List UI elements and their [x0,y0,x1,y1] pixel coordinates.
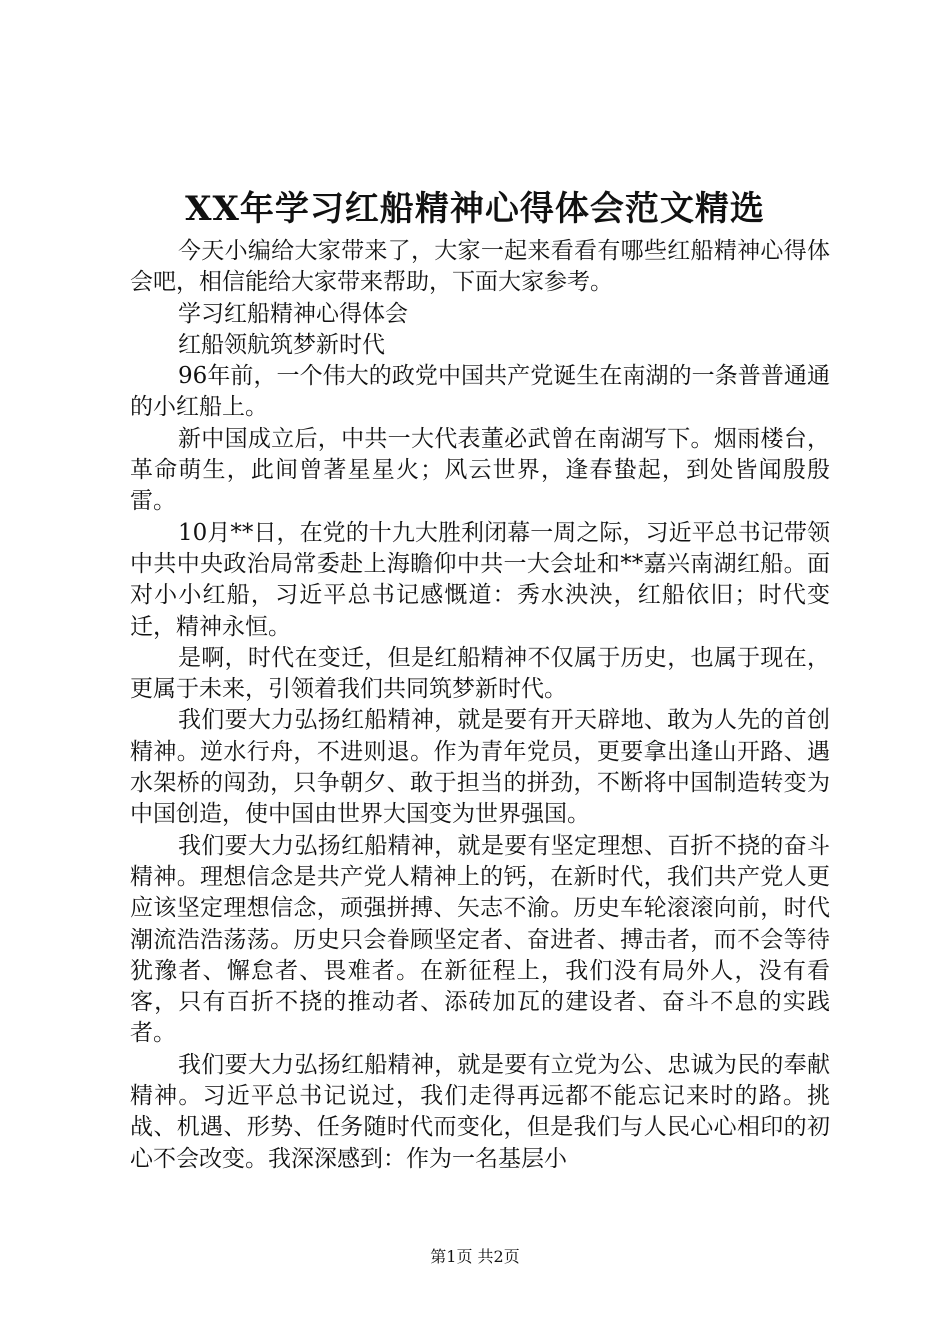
paragraph-subtitle: 学习红船精神心得体会 [178,300,408,327]
paragraph-heading: 红船领航筑梦新时代 [178,331,385,358]
document-title: XX年学习红船精神心得体会范文精选 [185,189,765,229]
page-footer: 第1页 共2页 [430,1247,520,1266]
paragraph: 10月**日，在党的十九大胜利闭幕一周之际，习近平总书记带领中共中央政治局常委赴上海瞻仰中共一大会址和**嘉兴南湖红船。面对小小红船，习近平总书记感慨道：秀水泱泱，红船依旧；时代变迁，精神永恒。 [130,519,830,640]
paragraph: 我们要大力弘扬红船精神，就是要有坚定理想、百折不挠的奋斗精神。理想信念是共产党人精神上的钙，在新时代，我们共产党人更应该坚定理想信念，顽强拼搏、矢志不渝。历史车轮滚滚向前，时代潮流浩浩荡荡。历史只会眷顾坚定者、奋进者、搏击者，而不会等待犹豫者、懈怠者、畏难者。在新征程上，我们没有局外人，没有看客，只有百折不挠的推动者、添砖加瓦的建设者、奋斗不息的实践者。 [130,832,830,1047]
paragraph: 新中国成立后，中共一大代表董必武曾在南湖写下。烟雨楼台，革命萌生，此间曾著星星火；风云世界，逢春蛰起，到处皆闻殷殷雷。 [130,425,830,515]
paragraph: 我们要大力弘扬红船精神，就是要有开天辟地、敢为人先的首创精神。逆水行舟，不进则退。作为青年党员，更要拿出逢山开路、遇水架桥的闯劲，只争朝夕、敢于担当的拼劲，不断将中国制造转变为中国创造，使中国由世界大国变为世界强国。 [130,707,830,828]
paragraph: 96年前，一个伟大的政党中国共产党诞生在南湖的一条普普通通的小红船上。 [130,363,830,421]
paragraph-intro: 今天小编给大家带来了，大家一起来看看有哪些红船精神心得体会吧，相信能给大家带来帮助，下面大家参考。 [130,238,830,296]
paragraph: 是啊，时代在变迁，但是红船精神不仅属于历史，也属于现在，更属于未来，引领着我们共同筑梦新时代。 [130,644,830,703]
paragraph: 我们要大力弘扬红船精神，就是要有立党为公、忠诚为民的奉献精神。习近平总书记说过，我们走得再远都不能忘记来时的路。挑战、机遇、形势、任务随时代而变化，但是我们与人民心心相印的初心不会改变。我深深感到：作为一名基层小 [130,1051,830,1172]
document-body [130,236,830,1175]
